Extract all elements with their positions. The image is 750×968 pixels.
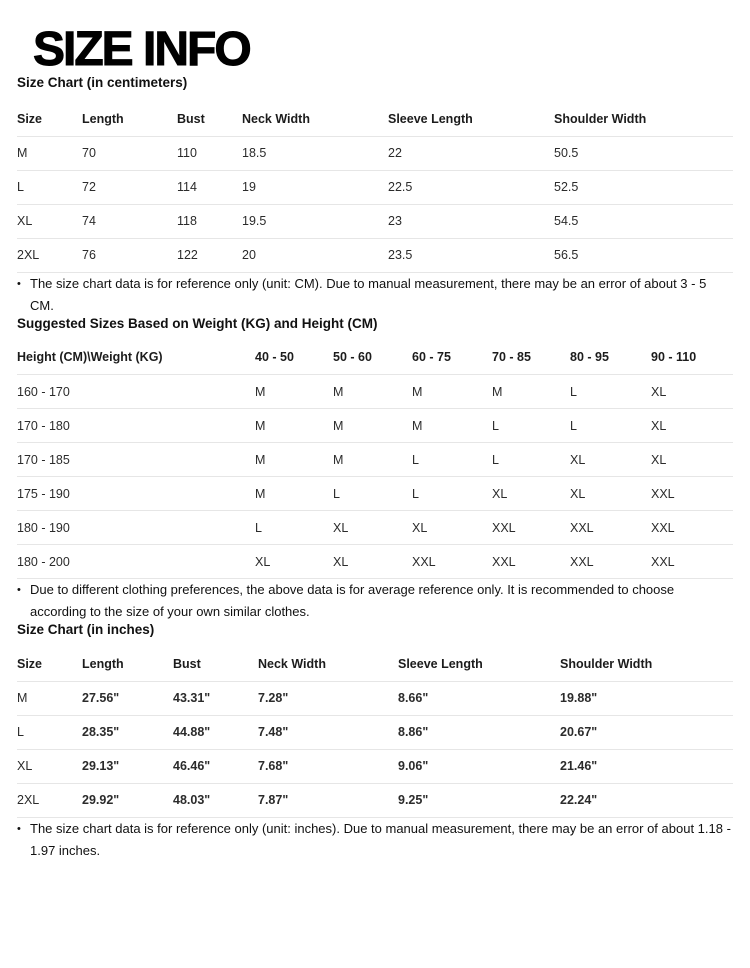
value-cell: L xyxy=(492,443,570,477)
row-label-cell: XL xyxy=(17,204,82,238)
table-row xyxy=(17,170,733,204)
value-cell: 18.5 xyxy=(242,136,388,170)
column-header: 80 - 95 xyxy=(570,341,651,375)
value-cell: XL xyxy=(651,409,733,443)
value-cell: L xyxy=(570,409,651,443)
value-cell: 48.03" xyxy=(173,783,258,817)
column-header: Length xyxy=(82,102,177,136)
row-label-cell: M xyxy=(17,681,82,715)
column-header: Neck Width xyxy=(258,647,398,681)
value-cell: 23.5 xyxy=(388,238,554,272)
value-cell: 27.56" xyxy=(82,681,173,715)
table-header-row xyxy=(17,647,733,681)
value-cell: L xyxy=(570,375,651,409)
value-cell: 9.25" xyxy=(398,783,560,817)
value-cell: M xyxy=(333,443,412,477)
value-cell: 44.88" xyxy=(173,715,258,749)
row-label-cell: 2XL xyxy=(17,238,82,272)
value-cell: 50.5 xyxy=(554,136,733,170)
value-cell: M xyxy=(333,375,412,409)
value-cell: 29.92" xyxy=(82,783,173,817)
column-header: Size xyxy=(17,102,82,136)
row-label-cell: 2XL xyxy=(17,783,82,817)
value-cell: M xyxy=(412,409,492,443)
table-row xyxy=(17,375,733,409)
column-header: Neck Width xyxy=(242,102,388,136)
size-chart-cm-table xyxy=(17,102,733,273)
table-row xyxy=(17,749,733,783)
bullet-icon: • xyxy=(17,277,21,290)
table-row xyxy=(17,511,733,545)
value-cell: 8.66" xyxy=(398,681,560,715)
value-cell: XXL xyxy=(651,511,733,545)
row-label-cell: 170 - 185 xyxy=(17,443,255,477)
note-suggested xyxy=(17,579,733,623)
column-header: 60 - 75 xyxy=(412,341,492,375)
value-cell: 19 xyxy=(242,170,388,204)
table-row xyxy=(17,409,733,443)
table-row xyxy=(17,204,733,238)
table-row xyxy=(17,238,733,272)
value-cell: 110 xyxy=(177,136,242,170)
value-cell: L xyxy=(412,477,492,511)
value-cell: 52.5 xyxy=(554,170,733,204)
column-header: Bust xyxy=(177,102,242,136)
table-row xyxy=(17,715,733,749)
suggested-sizes-table xyxy=(17,341,733,580)
value-cell: 54.5 xyxy=(554,204,733,238)
page-title: SIZE INFO xyxy=(33,23,250,76)
value-cell: 46.46" xyxy=(173,749,258,783)
column-header: Length xyxy=(82,647,173,681)
row-label-cell: L xyxy=(17,170,82,204)
value-cell: 72 xyxy=(82,170,177,204)
value-cell: 28.35" xyxy=(82,715,173,749)
value-cell: XXL xyxy=(492,511,570,545)
value-cell: 19.88" xyxy=(560,681,733,715)
table-row xyxy=(17,681,733,715)
column-header: 50 - 60 xyxy=(333,341,412,375)
column-header: Bust xyxy=(173,647,258,681)
value-cell: 70 xyxy=(82,136,177,170)
value-cell: XXL xyxy=(651,545,733,579)
section-heading-suggested: Suggested Sizes Based on Weight (KG) and Height (CM) xyxy=(17,315,378,331)
table-row xyxy=(17,136,733,170)
note-cm xyxy=(17,273,733,317)
value-cell: L xyxy=(255,511,333,545)
value-cell: 20.67" xyxy=(560,715,733,749)
value-cell: XL xyxy=(570,477,651,511)
value-cell: 118 xyxy=(177,204,242,238)
section-heading-cm: Size Chart (in centimeters) xyxy=(17,75,188,90)
value-cell: 122 xyxy=(177,238,242,272)
note-cm-text: The size chart data is for reference only (unit: CM). Due to manual measurement, there may be an error of about 3 - 5 CM. xyxy=(30,275,707,313)
value-cell: XL xyxy=(333,545,412,579)
value-cell: XL xyxy=(651,443,733,477)
value-cell: XL xyxy=(412,511,492,545)
value-cell: 23 xyxy=(388,204,554,238)
size-info-page xyxy=(0,24,750,862)
value-cell: XXL xyxy=(651,477,733,511)
table-row xyxy=(17,477,733,511)
value-cell: M xyxy=(412,375,492,409)
column-header: Sleeve Length xyxy=(388,102,554,136)
column-header: Height (CM)\Weight (KG) xyxy=(17,341,255,375)
value-cell: 22.24" xyxy=(560,783,733,817)
value-cell: XXL xyxy=(570,545,651,579)
value-cell: 20 xyxy=(242,238,388,272)
note-inches xyxy=(17,818,733,862)
column-header: Shoulder Width xyxy=(554,102,733,136)
value-cell: 114 xyxy=(177,170,242,204)
table-header-row xyxy=(17,102,733,136)
row-label-cell: L xyxy=(17,715,82,749)
value-cell: 43.31" xyxy=(173,681,258,715)
note-suggested-text: Due to different clothing preferences, the above data is for average reference only. It is recommended to choose according to the size of your own similar clothes. xyxy=(30,582,675,619)
value-cell: M xyxy=(255,477,333,511)
value-cell: 7.28" xyxy=(258,681,398,715)
column-header: 70 - 85 xyxy=(492,341,570,375)
value-cell: 29.13" xyxy=(82,749,173,783)
row-label-cell: 170 - 180 xyxy=(17,409,255,443)
value-cell: XXL xyxy=(412,545,492,579)
value-cell: XXL xyxy=(492,545,570,579)
value-cell: 21.46" xyxy=(560,749,733,783)
value-cell: L xyxy=(333,477,412,511)
value-cell: M xyxy=(255,409,333,443)
section-heading-inches: Size Chart (in inches) xyxy=(17,622,155,637)
value-cell: XL xyxy=(333,511,412,545)
value-cell: XL xyxy=(651,375,733,409)
table-row xyxy=(17,783,733,817)
size-chart-inches-table xyxy=(17,647,733,818)
value-cell: M xyxy=(492,375,570,409)
value-cell: 8.86" xyxy=(398,715,560,749)
row-label-cell: 175 - 190 xyxy=(17,477,255,511)
value-cell: 74 xyxy=(82,204,177,238)
value-cell: 22.5 xyxy=(388,170,554,204)
value-cell: XL xyxy=(570,443,651,477)
row-label-cell: M xyxy=(17,136,82,170)
table-header-row xyxy=(17,341,733,375)
table-row xyxy=(17,545,733,579)
value-cell: 56.5 xyxy=(554,238,733,272)
value-cell: M xyxy=(333,409,412,443)
value-cell: XXL xyxy=(570,511,651,545)
column-header: Sleeve Length xyxy=(398,647,560,681)
value-cell: 19.5 xyxy=(242,204,388,238)
value-cell: L xyxy=(492,409,570,443)
column-header: 90 - 110 xyxy=(651,341,733,375)
note-inches-text: The size chart data is for reference only (unit: inches). Due to manual measurement, there may be an error of about 1.18 - 1.97 inches. xyxy=(30,820,731,858)
value-cell: XL xyxy=(492,477,570,511)
value-cell: M xyxy=(255,375,333,409)
row-label-cell: 180 - 200 xyxy=(17,545,255,579)
value-cell: XL xyxy=(255,545,333,579)
value-cell: M xyxy=(255,443,333,477)
bullet-icon: • xyxy=(17,584,21,596)
value-cell: 7.48" xyxy=(258,715,398,749)
value-cell: 76 xyxy=(82,238,177,272)
value-cell: 7.87" xyxy=(258,783,398,817)
row-label-cell: XL xyxy=(17,749,82,783)
value-cell: 22 xyxy=(388,136,554,170)
column-header: Size xyxy=(17,647,82,681)
column-header: Shoulder Width xyxy=(560,647,733,681)
row-label-cell: 160 - 170 xyxy=(17,375,255,409)
value-cell: L xyxy=(412,443,492,477)
column-header: 40 - 50 xyxy=(255,341,333,375)
bullet-icon: • xyxy=(17,822,21,835)
value-cell: 7.68" xyxy=(258,749,398,783)
value-cell: 9.06" xyxy=(398,749,560,783)
table-row xyxy=(17,443,733,477)
row-label-cell: 180 - 190 xyxy=(17,511,255,545)
